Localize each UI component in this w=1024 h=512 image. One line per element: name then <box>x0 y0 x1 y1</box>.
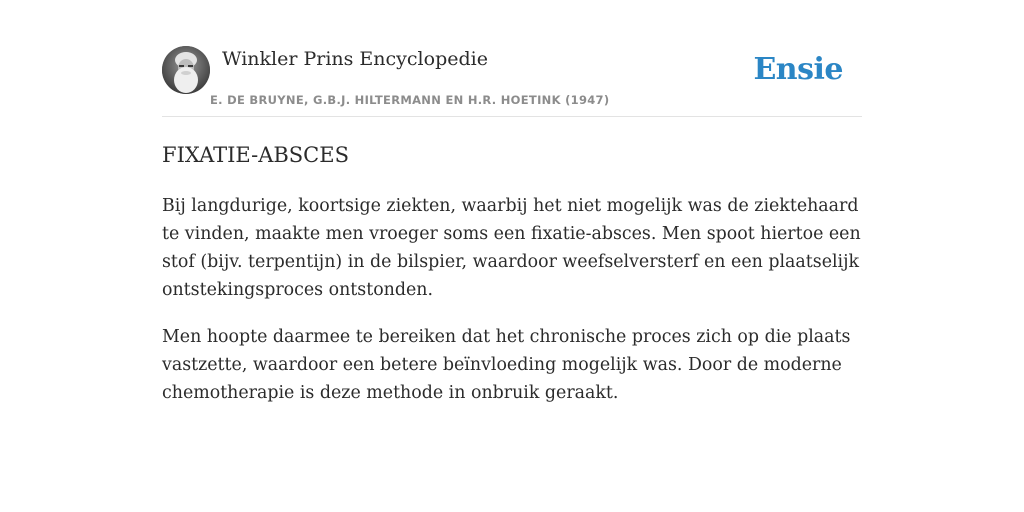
ensie-logo-link[interactable]: Ensie <box>753 52 843 87</box>
portrait-icon <box>162 46 210 94</box>
page-header <box>162 46 862 117</box>
article-paragraph-2: Men hoopte daarmee te bereiken dat het chronische proces zich op die plaats vastzette, waardoor een betere beïnvloeding mogelijk was. Door de moderne chemotherapie is deze methode in onbruik geraakt. <box>162 327 851 403</box>
article-content <box>162 140 862 426</box>
article-title: FIXATIE-ABSCES <box>162 143 349 167</box>
author-avatar[interactable] <box>162 46 210 94</box>
article-paragraph-1: Bij langdurige, koortsige ziekten, waarbij het niet mogelijk was de ziektehaard te vinden, maakte men vroeger soms een fixatie-absces. Men spoot hiertoe een stof (bijv. terpentijn) in de bilspier, waardoor weefselversterf en een plaatselijk ontstekingsproces ontstonden. <box>162 196 861 300</box>
source-title[interactable]: Winkler Prins Encyclopedie <box>222 48 488 70</box>
source-authors: E. DE BRUYNE, G.B.J. HILTERMANN EN H.R. HOETINK (1947) <box>210 93 610 107</box>
